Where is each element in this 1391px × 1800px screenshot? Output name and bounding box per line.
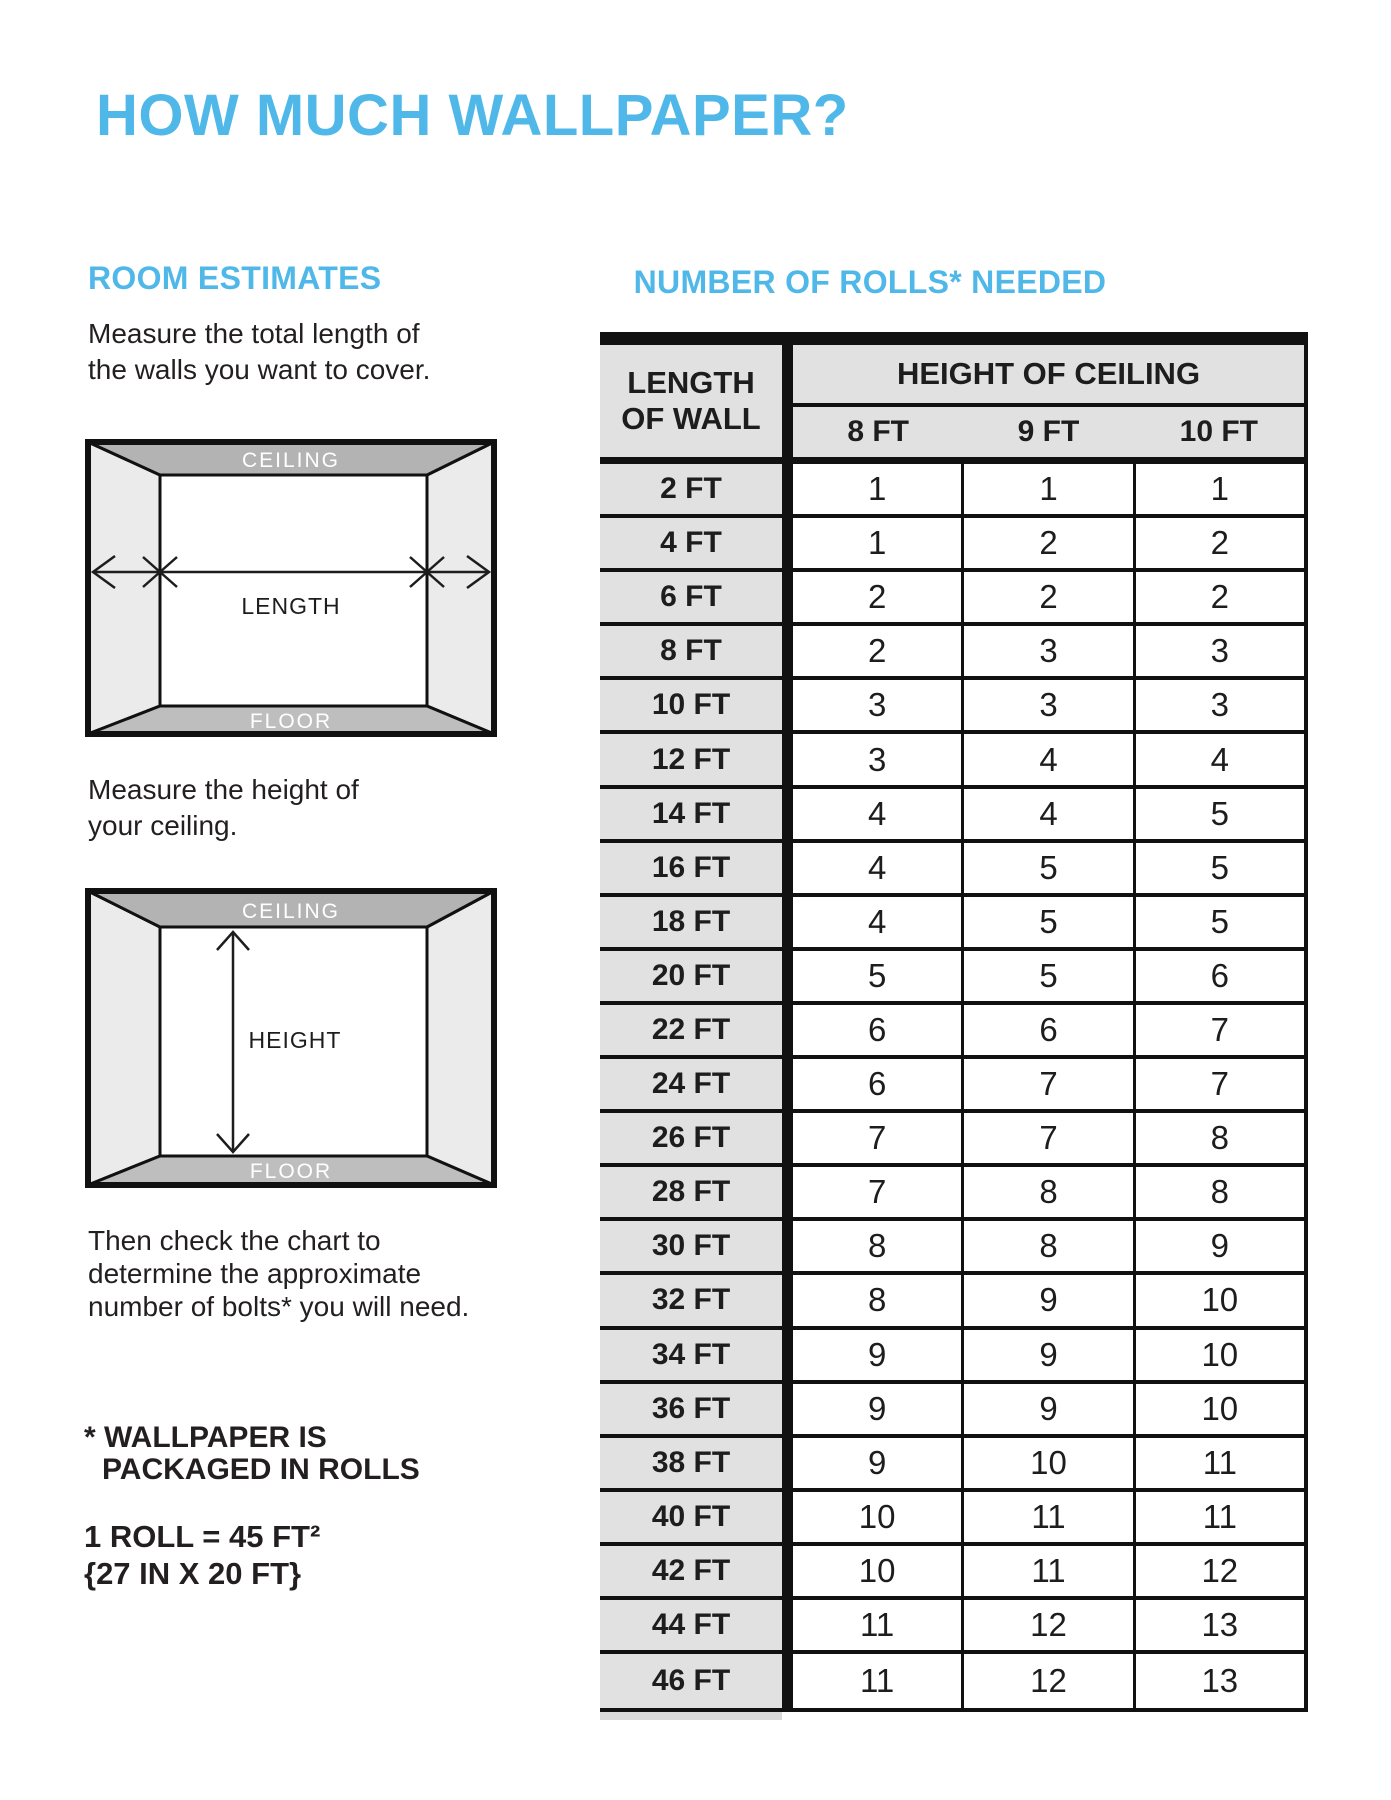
ceiling-height-diagram xyxy=(85,888,497,1188)
col-header-9ft: 9 FT xyxy=(1017,415,1080,448)
column-divider xyxy=(782,1005,793,1055)
rolls-value: 7 xyxy=(1136,1059,1308,1109)
rolls-value: 10 xyxy=(793,1492,964,1542)
rolls-needed-table xyxy=(600,332,1308,1720)
table-header xyxy=(600,345,1308,464)
table-row xyxy=(600,1221,1308,1275)
right-wall-shape xyxy=(427,442,494,734)
ceiling-height-columns xyxy=(793,407,1304,457)
back-wall-shape xyxy=(160,475,427,706)
column-divider xyxy=(782,1059,793,1109)
length-of-wall-header: LENGTH OF WALL xyxy=(600,345,782,457)
footnote-line: PACKAGED IN ROLLS xyxy=(102,1453,420,1486)
rolls-value: 11 xyxy=(1136,1492,1308,1542)
table-row xyxy=(600,1059,1308,1113)
ceiling-label: CEILING xyxy=(241,449,341,472)
rolls-value: 3 xyxy=(793,680,964,730)
instruction-measure-length xyxy=(88,316,430,388)
column-divider xyxy=(782,572,793,622)
rolls-value: 9 xyxy=(793,1384,964,1434)
rolls-value: 10 xyxy=(793,1546,964,1596)
rolls-value: 5 xyxy=(1136,897,1308,947)
wall-length-label: 24 FT xyxy=(600,1059,782,1109)
table-top-bar xyxy=(600,332,1308,345)
column-divider xyxy=(782,1167,793,1217)
rolls-value: 8 xyxy=(793,1221,964,1271)
column-divider xyxy=(782,734,793,784)
table-row xyxy=(600,1275,1308,1329)
instruction-line: number of bolts* you will need. xyxy=(88,1291,470,1322)
rolls-value: 9 xyxy=(964,1275,1135,1325)
rolls-value: 11 xyxy=(793,1600,964,1650)
rolls-value: 6 xyxy=(793,1005,964,1055)
wall-length-label: 36 FT xyxy=(600,1384,782,1434)
rolls-value: 1 xyxy=(964,464,1135,514)
wall-length-label: 14 FT xyxy=(600,789,782,839)
rolls-needed-heading: NUMBER OF ROLLS* NEEDED xyxy=(633,264,1107,300)
roll-size-info xyxy=(84,1518,320,1592)
left-wall-shape xyxy=(88,442,160,734)
column-divider xyxy=(782,789,793,839)
rolls-value: 8 xyxy=(1136,1167,1308,1217)
rolls-value: 4 xyxy=(964,734,1135,784)
column-divider xyxy=(782,1438,793,1488)
table-row xyxy=(600,1384,1308,1438)
roll-size-line: 1 ROLL = 45 FT² xyxy=(84,1519,321,1554)
rolls-value: 10 xyxy=(964,1438,1135,1488)
rolls-value: 5 xyxy=(793,951,964,1001)
left-wall-shape xyxy=(88,891,160,1185)
column-divider xyxy=(782,1600,793,1650)
table-row xyxy=(600,951,1308,1005)
instruction-check-chart xyxy=(88,1224,469,1323)
instruction-line: the walls you want to cover. xyxy=(88,354,431,385)
rolls-value: 6 xyxy=(964,1005,1135,1055)
rolls-value: 2 xyxy=(1136,518,1308,568)
rolls-value: 13 xyxy=(1136,1654,1308,1708)
table-row xyxy=(600,518,1308,572)
rolls-value: 1 xyxy=(1136,464,1308,514)
rolls-value: 1 xyxy=(793,464,964,514)
rolls-value: 9 xyxy=(1136,1221,1308,1271)
rolls-value: 12 xyxy=(964,1600,1135,1650)
wall-length-label: 40 FT xyxy=(600,1492,782,1542)
column-divider xyxy=(782,626,793,676)
rolls-value: 8 xyxy=(964,1167,1135,1217)
wall-length-label: 44 FT xyxy=(600,1600,782,1650)
room-estimates-heading: ROOM ESTIMATES xyxy=(88,260,382,296)
rolls-value: 2 xyxy=(793,626,964,676)
instruction-measure-height xyxy=(88,772,359,844)
rolls-value: 7 xyxy=(1136,1005,1308,1055)
table-row xyxy=(600,1113,1308,1167)
column-divider xyxy=(782,1330,793,1380)
rolls-value: 4 xyxy=(793,789,964,839)
wall-length-label: 32 FT xyxy=(600,1275,782,1325)
wall-length-label: 6 FT xyxy=(600,572,782,622)
table-row xyxy=(600,626,1308,680)
wall-length-label: 42 FT xyxy=(600,1546,782,1596)
wall-length-label: 38 FT xyxy=(600,1438,782,1488)
wall-length-label: 2 FT xyxy=(600,464,782,514)
room-length-diagram xyxy=(85,439,497,737)
wall-length-label: 16 FT xyxy=(600,843,782,893)
table-row xyxy=(600,843,1308,897)
table-row xyxy=(600,1600,1308,1654)
column-divider xyxy=(782,1221,793,1271)
wall-length-label: 22 FT xyxy=(600,1005,782,1055)
table-row xyxy=(600,1330,1308,1384)
rolls-value: 7 xyxy=(964,1059,1135,1109)
ceiling-label: CEILING xyxy=(241,900,341,923)
length-label: LENGTH xyxy=(241,593,341,619)
height-label: HEIGHT xyxy=(248,1027,342,1053)
right-wall-shape xyxy=(427,891,494,1185)
column-divider xyxy=(782,1492,793,1542)
table-row xyxy=(600,572,1308,626)
wall-length-label: 12 FT xyxy=(600,734,782,784)
column-divider xyxy=(782,680,793,730)
rolls-value: 7 xyxy=(793,1113,964,1163)
floor-label: FLOOR xyxy=(249,710,333,733)
rolls-value: 2 xyxy=(964,572,1135,622)
footnote-line: * WALLPAPER IS xyxy=(84,1421,327,1454)
column-divider xyxy=(782,345,793,457)
rolls-value: 10 xyxy=(1136,1275,1308,1325)
instruction-line: Then check the chart to xyxy=(88,1225,381,1256)
rolls-value: 2 xyxy=(964,518,1135,568)
table-row xyxy=(600,1438,1308,1492)
wall-length-label: 46 FT xyxy=(600,1654,782,1708)
wall-length-label: 20 FT xyxy=(600,951,782,1001)
rolls-value: 12 xyxy=(1136,1546,1308,1596)
page-title: HOW MUCH WALLPAPER? xyxy=(96,83,849,148)
column-divider xyxy=(782,951,793,1001)
table-rows xyxy=(600,464,1308,1712)
wall-length-label: 10 FT xyxy=(600,680,782,730)
rolls-value: 3 xyxy=(1136,680,1308,730)
column-divider xyxy=(782,843,793,893)
rolls-value: 3 xyxy=(793,734,964,784)
col-header-10ft: 10 FT xyxy=(1179,415,1258,448)
rolls-value: 8 xyxy=(1136,1113,1308,1163)
rolls-value: 11 xyxy=(964,1492,1135,1542)
instruction-line: Measure the height of xyxy=(88,774,359,805)
rolls-value: 5 xyxy=(964,897,1135,947)
table-bottom-stub xyxy=(600,1712,782,1720)
rolls-value: 4 xyxy=(793,897,964,947)
rolls-value: 8 xyxy=(964,1221,1135,1271)
rolls-value: 9 xyxy=(964,1384,1135,1434)
rolls-value: 1 xyxy=(793,518,964,568)
table-row xyxy=(600,680,1308,734)
rolls-value: 7 xyxy=(793,1167,964,1217)
rolls-value: 10 xyxy=(1136,1330,1308,1380)
rolls-value: 4 xyxy=(793,843,964,893)
height-of-ceiling-header: HEIGHT OF CEILING xyxy=(793,345,1304,407)
rolls-value: 5 xyxy=(1136,843,1308,893)
wall-length-label: 26 FT xyxy=(600,1113,782,1163)
table-row xyxy=(600,789,1308,843)
column-divider xyxy=(782,1113,793,1163)
rolls-value: 5 xyxy=(964,843,1135,893)
rolls-value: 7 xyxy=(964,1113,1135,1163)
column-divider xyxy=(782,1654,793,1708)
table-row xyxy=(600,464,1308,518)
wall-length-label: 8 FT xyxy=(600,626,782,676)
rolls-value: 3 xyxy=(964,626,1135,676)
instruction-line: your ceiling. xyxy=(88,810,238,841)
rolls-value: 4 xyxy=(964,789,1135,839)
table-row xyxy=(600,1654,1308,1708)
roll-size-line: {27 IN X 20 FT} xyxy=(84,1556,302,1591)
table-row xyxy=(600,1546,1308,1600)
instruction-line: determine the approximate xyxy=(88,1258,422,1289)
rolls-value: 11 xyxy=(1136,1438,1308,1488)
rolls-value: 11 xyxy=(793,1654,964,1708)
rolls-value: 10 xyxy=(1136,1384,1308,1434)
wall-length-label: 34 FT xyxy=(600,1330,782,1380)
rolls-value: 9 xyxy=(964,1330,1135,1380)
column-divider xyxy=(782,518,793,568)
floor-label: FLOOR xyxy=(249,1160,333,1183)
wall-length-label: 28 FT xyxy=(600,1167,782,1217)
wallpaper-rolls-footnote xyxy=(84,1422,420,1486)
rolls-value: 9 xyxy=(793,1438,964,1488)
rolls-value: 6 xyxy=(793,1059,964,1109)
rolls-value: 5 xyxy=(1136,789,1308,839)
rolls-value: 2 xyxy=(1136,572,1308,622)
column-divider xyxy=(782,1546,793,1596)
rolls-value: 2 xyxy=(793,572,964,622)
rolls-value: 12 xyxy=(964,1654,1135,1708)
rolls-value: 5 xyxy=(964,951,1135,1001)
column-divider xyxy=(782,1384,793,1434)
rolls-value: 9 xyxy=(793,1330,964,1380)
rolls-value: 3 xyxy=(964,680,1135,730)
height-of-ceiling-group xyxy=(793,345,1308,457)
table-row xyxy=(600,897,1308,951)
wall-length-label: 30 FT xyxy=(600,1221,782,1271)
rolls-value: 4 xyxy=(1136,734,1308,784)
instruction-line: Measure the total length of xyxy=(88,318,420,349)
rolls-value: 6 xyxy=(1136,951,1308,1001)
table-row xyxy=(600,1167,1308,1221)
rolls-value: 11 xyxy=(964,1546,1135,1596)
rolls-value: 3 xyxy=(1136,626,1308,676)
column-divider xyxy=(782,464,793,514)
col-header-8ft: 8 FT xyxy=(847,415,909,448)
table-row xyxy=(600,1005,1308,1059)
table-row xyxy=(600,734,1308,788)
wall-length-label: 4 FT xyxy=(600,518,782,568)
column-divider xyxy=(782,897,793,947)
rolls-value: 8 xyxy=(793,1275,964,1325)
wall-length-label: 18 FT xyxy=(600,897,782,947)
rolls-value: 13 xyxy=(1136,1600,1308,1650)
column-divider xyxy=(782,1275,793,1325)
table-row xyxy=(600,1492,1308,1546)
